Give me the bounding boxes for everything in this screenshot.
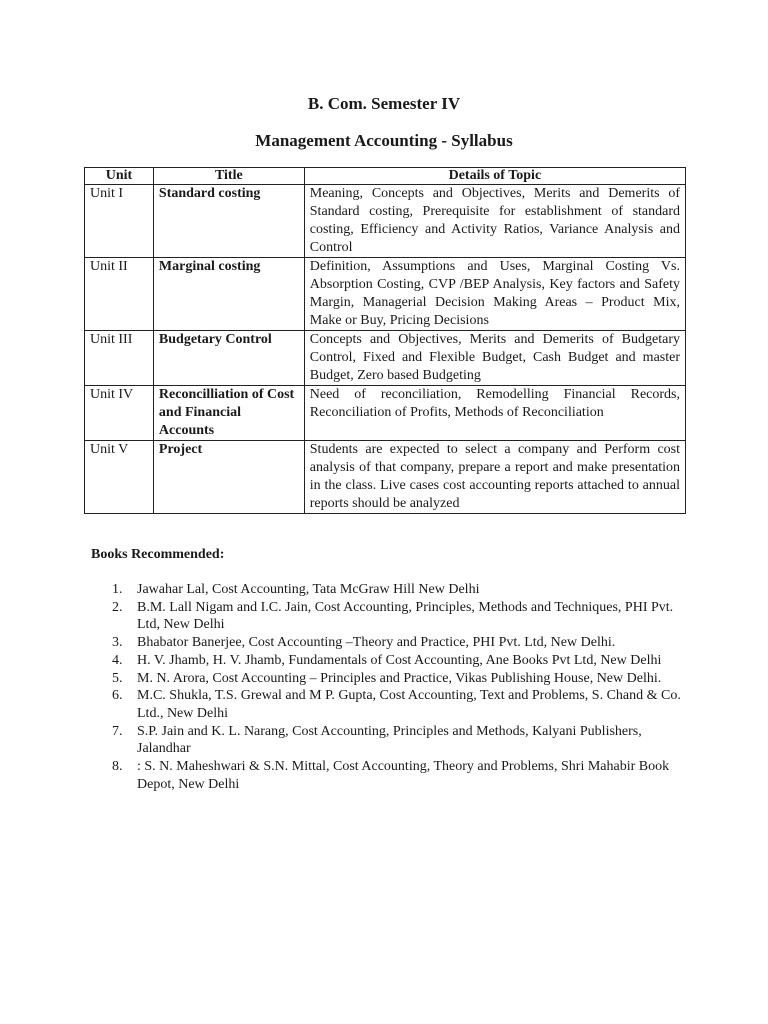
details-cell: Definition, Assumptions and Uses, Marginal Costing Vs. Absorption Costing, CVP /BEP Analysis, Key factors and Safety Margin, Managerial Decision Making Areas – Product Mix, Make or Buy, Pricing Decisions [304, 258, 685, 331]
book-reference: Jawahar Lal, Cost Accounting, Tata McGraw Hill New Delhi [137, 582, 480, 597]
unit-cell: Unit IV [85, 386, 154, 441]
details-cell: Meaning, Concepts and Objectives, Merits and Demerits of Standard costing, Prerequisite for establishment of standard costing, Efficiency and Activity Ratios, Variance Analysis and Control [304, 185, 685, 258]
title-cell: Budgetary Control [153, 331, 304, 386]
list-item [91, 634, 691, 652]
syllabus-table [84, 167, 686, 514]
book-reference: H. V. Jhamb, H. V. Jhamb, Fundamentals of Cost Accounting, Ane Books Pvt Ltd, New Delhi [137, 652, 662, 668]
book-reference: Bhabator Banerjee, Cost Accounting –Theory and Practice, PHI Pvt. Ltd, New Delhi. [137, 635, 616, 651]
list-item [91, 581, 691, 599]
item-number: 3. [112, 635, 123, 651]
item-number: 4. [112, 652, 123, 668]
book-reference: S.P. Jain and K. L. Narang, Cost Accounting, Principles and Methods, Kalyani Publishers, Jalandhar [137, 723, 642, 757]
books-list [91, 581, 691, 793]
details-cell: Students are expected to select a company and Perform cost analysis of that company, prepare a report and make presentation in the class. Live cases cost accounting reports attached to annual reports should be analyzed [304, 441, 685, 514]
table-row-unit-1 [85, 185, 686, 258]
unit-cell: Unit II [85, 258, 154, 331]
books-heading: Books Recommended: [91, 547, 225, 562]
list-item [91, 687, 691, 722]
list-item [91, 670, 691, 688]
title-cell: Reconcilliation of Cost and Financial Accounts [153, 386, 304, 441]
column-header-unit: Unit [85, 168, 154, 185]
book-reference: : S. N. Maheshwari & S.N. Mittal, Cost Accounting, Theory and Problems, Shri Mahabir Book Depot, New Delhi [137, 759, 670, 792]
details-cell: Need of reconciliation, Remodelling Financial Records, Reconciliation of Profits, Methods of Reconciliation [304, 386, 685, 441]
item-number: 5. [112, 670, 123, 686]
column-header-title: Title [153, 168, 304, 185]
book-reference: M. N. Arora, Cost Accounting – Principles and Practice, Vikas Publishing House, New Delhi. [137, 670, 662, 686]
document-subtitle: Management Accounting - Syllabus [255, 131, 513, 150]
item-number: 2. [112, 599, 123, 615]
column-header-details: Details of Topic [304, 168, 685, 185]
unit-cell: Unit V [85, 441, 154, 514]
list-item [91, 758, 691, 793]
table-row-unit-2 [85, 258, 686, 331]
title-cell: Standard costing [153, 185, 304, 258]
item-number: 8. [112, 759, 123, 775]
unit-cell: Unit III [85, 331, 154, 386]
list-item [91, 723, 691, 758]
details-cell: Concepts and Objectives, Merits and Demerits of Budgetary Control, Fixed and Flexible Budget, Cash Budget and master Budget, Zero based Budgeting [304, 331, 685, 386]
document-title: B. Com. Semester IV [307, 94, 461, 113]
table-header-row [85, 168, 686, 185]
title-cell: Project [153, 441, 304, 514]
title-cell: Marginal costing [153, 258, 304, 331]
book-reference: B.M. Lall Nigam and I.C. Jain, Cost Accounting, Principles, Methods and Techniques, PHI Pvt. Ltd, New Delhi [137, 599, 674, 633]
item-number: 1. [112, 582, 123, 597]
item-number: 6. [112, 688, 123, 704]
list-item [91, 599, 691, 634]
list-item [91, 652, 691, 670]
table-row-unit-4 [85, 386, 686, 441]
table-row-unit-3 [85, 331, 686, 386]
table-row-unit-5 [85, 441, 686, 514]
unit-cell: Unit I [85, 185, 154, 258]
item-number: 7. [112, 723, 123, 739]
book-reference: M.C. Shukla, T.S. Grewal and M P. Gupta, Cost Accounting, Text and Problems, S. Chand & Co. Ltd., New Delhi [137, 688, 681, 721]
